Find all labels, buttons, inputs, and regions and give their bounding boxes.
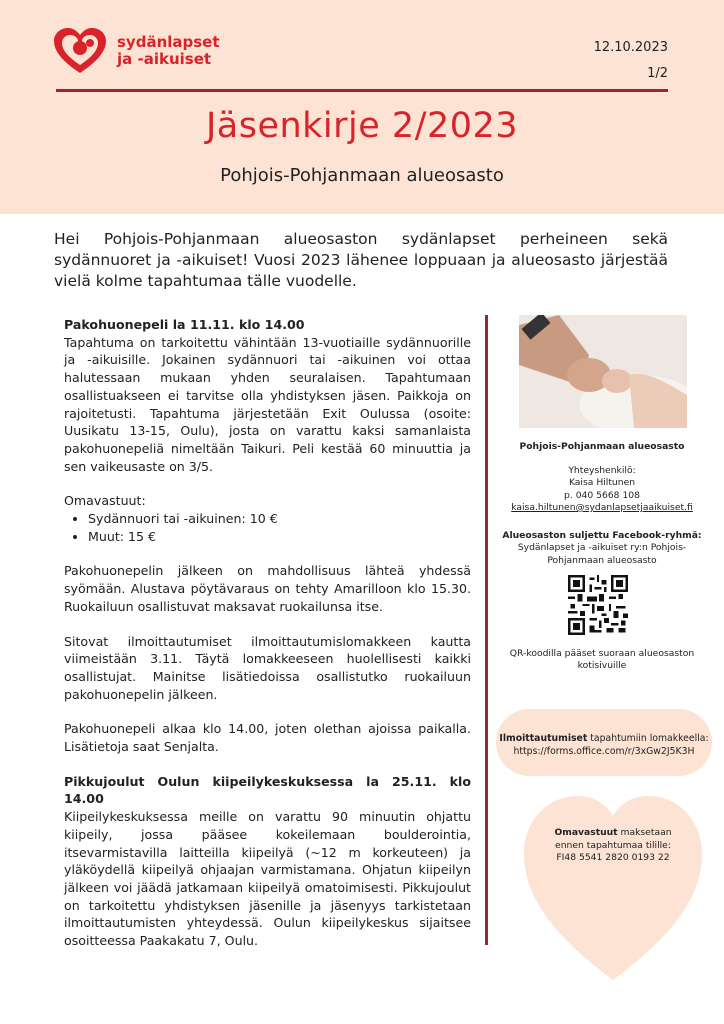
signup-text: tapahtumiin lomakkeella: <box>587 733 709 744</box>
event1-heading: Pakohuonepeli la 11.11. klo 14.00 <box>64 317 305 332</box>
heart-shape-icon <box>522 792 704 982</box>
event2-heading: Pikkujoulut Oulun kiipeilykeskuksessa la 25.11. klo 14.00 <box>64 773 471 807</box>
heart-logo-icon <box>52 27 108 75</box>
sidebar-contact <box>496 465 708 514</box>
page-number: 1/2 <box>647 66 668 81</box>
event1-body: Tapahtuma on tarkoitettu vähintään 13-vuotiaille sydännuorille ja -aikuisille. Jokainen sydännuori tai -aikuinen voi ottaa halutessaan mukaan yhden seuralaisen. Tapahtumaan osallistuakseen ei tarvitse olla yhdistyksen jäsen. Paikkoja on rajoitetusti. Tapahtuma järjestetään Exit Oulussa (osoite: Uusikatu 13-15, Oulu), josta on varattu kaksi samanlaista pakohuonepeliä nimeltään Taikuri. Peli kestää 60 minuuttia ja sen vaikeusaste on 3/5. <box>64 334 471 474</box>
event1-fee-list <box>64 510 471 545</box>
facebook-heading: Alueosaston suljettu Facebook-ryhmä: <box>502 530 702 541</box>
logo-line1: sydänlapset <box>117 33 220 51</box>
page-title: Jäsenkirje 2/2023 <box>205 106 519 146</box>
fees-text: maksetaan ennen tapahtumaa tilille: <box>555 827 672 851</box>
qr-code[interactable] <box>568 575 628 635</box>
header-rule <box>56 89 668 92</box>
intro-paragraph: Hei Pohjois-Pohjanmaan alueosaston sydänlapset perheineen sekä sydännuoret ja -aikuiset! Vuosi 2023 lähenee loppuaan ja alueosasto järjestää vielä kolme tapahtumaa tälle vuodelle. <box>54 230 668 290</box>
fist-bump-photo <box>519 315 687 428</box>
contact-name: Kaisa Hiltunen <box>568 477 636 489</box>
fee-item: • Muut: 15 € <box>88 528 471 546</box>
event1-dinner-paragraph: Pakohuonepelin jälkeen on mahdollisuus lähteä yhdessä syömään. Alustava pöytävaraus on tehty Amarilloon klo 15.30. Ruokailuun osallistuvat maksavat ruokailunsa itse. <box>64 563 471 614</box>
org-name: Pohjois-Pohjanmaan alueosasto <box>519 441 685 452</box>
signup-info <box>496 733 712 758</box>
logo-wordmark <box>117 34 220 68</box>
event2-body: Kiipeilykeskuksessa meille on varattu 90 minuutin ohjattu kiipeily, jossa pääsee kokeilemaan boulderointia, itsevarmistavilla laitteilla kiipeilyä (~12 m korkeuteen) ja yläköydellä kiipeilyä ohjaajan varmistamana. Ohjatun kiipeilyn jälkeen voi jäädä jatkamaan kiipeilyä omatoimisesti. Pikkujoulut on tarkoitettu yhdistyksen jäsenille ja jäsenyys tarkistetaan ilmoittautumisten yhteydessä. Oulun kiipeilykeskus sijaitsee osoitteessa Paakakatu 7, Oulu. <box>64 809 471 949</box>
qr-caption: QR-koodilla pääset suoraan alueosaston kotisivuille <box>509 648 695 672</box>
sidebar-org <box>496 441 708 453</box>
iban: FI48 5541 2820 0193 22 <box>556 852 670 863</box>
sidebar-facebook <box>496 530 708 567</box>
event1-signup-paragraph: Sitovat ilmoittautumiset ilmoittautumislomakkeen kautta viimeistään 3.11. Täytä lomakkeeseen huolellisesti kaikki osallistujat. Mainitse lisätiedoissa osallistutko ruokailuun pakohuonepelin jälkeen. <box>64 633 471 702</box>
column-divider <box>485 315 488 945</box>
fees-bold: Omavastuut <box>554 827 618 838</box>
contact-label: Yhteyshenkilö: <box>568 465 636 476</box>
signup-bold: Ilmoittautumiset <box>499 733 588 744</box>
page-subtitle: Pohjois-Pohjanmaan alueosasto <box>220 165 504 186</box>
fees-info <box>529 827 697 865</box>
event1-fee-label: Omavastuut: <box>64 493 146 509</box>
event1-start-paragraph: Pakohuonepeli alkaa klo 14.00, joten olethan ajoissa paikalla. Lisätietoja saat Senjalta. <box>64 721 471 755</box>
fee-item: • Sydännuori tai -aikuinen: 10 € <box>88 510 471 528</box>
contact-phone: p. 040 5668 108 <box>564 489 640 501</box>
signup-url-link[interactable]: https://forms.office.com/r/3xGw2J5K3H <box>513 745 695 757</box>
facebook-group-name: Sydänlapset ja -aikuiset ry:n Pohjois-Pohjanmaan alueosasto <box>517 542 687 566</box>
contact-email-link[interactable]: kaisa.hiltunen@sydanlapsetjaaikuiset.fi <box>511 501 693 513</box>
logo-line2: ja -aikuiset <box>117 50 212 68</box>
letter-date: 12.10.2023 <box>593 40 668 55</box>
main-column <box>64 316 471 950</box>
